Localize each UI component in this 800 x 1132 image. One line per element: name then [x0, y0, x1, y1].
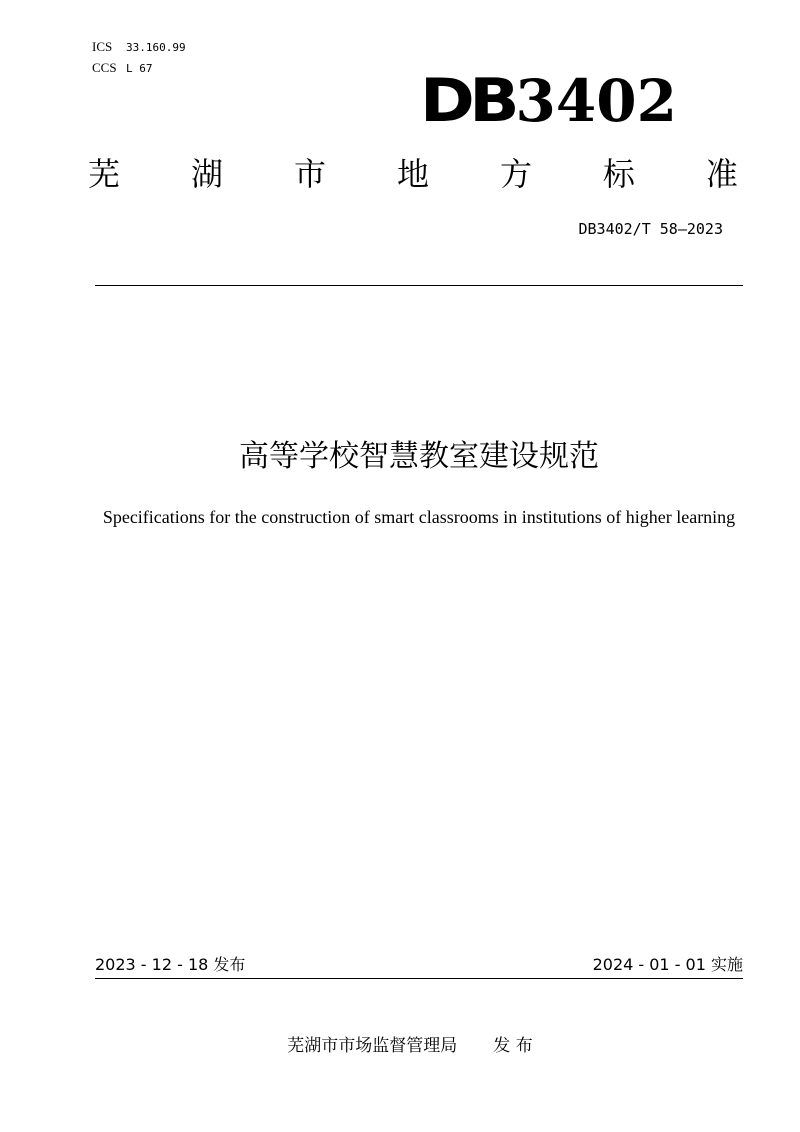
ccs-code	[92, 60, 153, 77]
standard-type-title	[88, 152, 738, 196]
db-standard-logo	[420, 66, 677, 136]
issue-date: 2023 - 12 - 18 发布	[95, 955, 246, 974]
ccs-label: CCS	[92, 60, 117, 75]
title-char: 地	[396, 155, 429, 193]
title-char: 市	[293, 155, 326, 193]
publish-action: 发 布	[493, 1036, 533, 1056]
ics-label: ICS	[92, 39, 113, 54]
footer-divider	[95, 978, 743, 979]
db-code: 3402	[515, 67, 677, 135]
publisher-line	[0, 1034, 800, 1058]
standard-number: DB3402/T 58—2023	[578, 220, 723, 238]
publisher-name: 芜湖市市场监督管理局	[287, 1036, 458, 1056]
implementation-date: 2024 - 01 - 01 实施	[592, 955, 743, 974]
db-letters: DB	[420, 66, 515, 136]
ccs-value: L 67	[126, 62, 153, 75]
title-char: 方	[499, 155, 532, 193]
header-divider	[95, 285, 743, 286]
title-char: 湖	[190, 155, 223, 193]
ics-value: 33.160.99	[126, 41, 186, 54]
document-title-en: Specifications for the construction of smart classrooms in institutions of higher learning	[102, 507, 736, 527]
ics-code	[92, 39, 186, 56]
title-char: 标	[602, 155, 635, 193]
title-char: 准	[705, 155, 738, 193]
title-char: 芜	[88, 155, 121, 193]
document-title-cn: 高等学校智慧教室建设规范	[239, 439, 599, 474]
